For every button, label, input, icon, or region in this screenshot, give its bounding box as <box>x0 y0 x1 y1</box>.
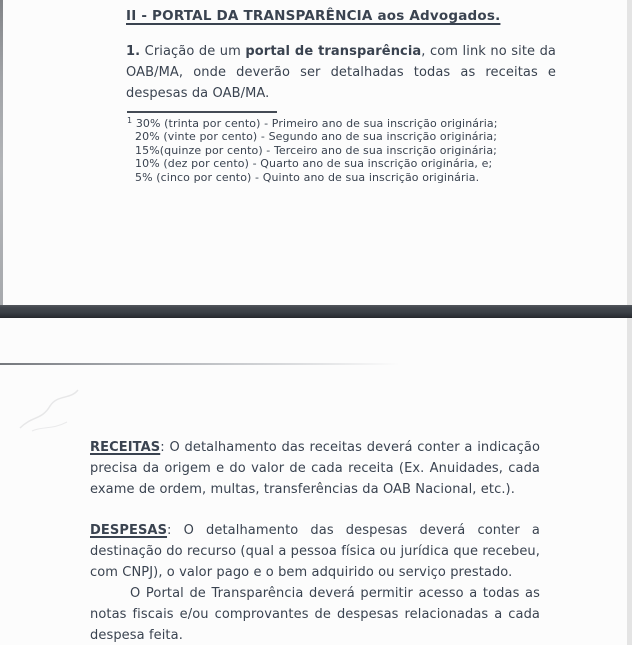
footnote-marker: 1 <box>127 116 133 125</box>
paragraph-creation-portal: 1. Criação de um portal de transparência, com link no site da OAB/MA, onde deverão ser detalhadas todas as receitas e despesas da OAB/MA. <box>126 44 557 101</box>
scan-artifact-line <box>0 363 470 365</box>
footnote-line: 15%(quinze por cento) - Terceiro ano de sua inscrição originária; <box>135 143 497 157</box>
portal-acesso-paragraph: O Portal de Transparência deverá permitir acesso a todas as notas fiscais e/ou comprovantes de despesas relacionadas a cada despesa feita. <box>90 586 540 643</box>
scan-page-bottom <box>0 318 632 645</box>
body-text-block <box>90 437 540 645</box>
scan-edge-artifact-left <box>0 0 3 305</box>
scan-page-top <box>0 0 632 305</box>
footnote-line: 10% (dez por cento) - Quarto ano de sua inscrição originária, e; <box>135 157 493 171</box>
footnote-line: 5% (cinco por cento) - Quinto ano de sua inscrição originária. <box>135 170 480 184</box>
scan-smudge-artifact <box>12 376 142 436</box>
scan-separator-bar <box>0 305 632 318</box>
section-title: II - PORTAL DA TRANSPARÊNCIA aos Advogados. <box>126 8 501 24</box>
receitas-paragraph: RECEITAS: O detalhamento das receitas deverá conter a indicação precisa da origem e do valor de cada receita (Ex. Anuidades, cada exame de ordem, multas, transferências da OAB Nacional, etc.). <box>90 440 540 497</box>
footnote-separator-rule <box>127 111 277 113</box>
despesas-paragraph: DESPESAS: O detalhamento das despesas deverá conter a destinação do recurso (qual a pessoa física ou jurídica que recebeu, com CNPJ), o valor pago e o bem adquirido ou serviço prestado. <box>90 523 540 580</box>
footnote-line: 20% (vinte por cento) - Segundo ano de sua inscrição originária; <box>135 130 498 144</box>
footnote-block <box>127 117 592 184</box>
footnote-line <box>127 117 592 130</box>
scan-edge-artifact-right <box>627 0 632 645</box>
footnote-line-text: 30% (trinta por cento) - Primeiro ano de sua inscrição originária; <box>135 117 498 130</box>
